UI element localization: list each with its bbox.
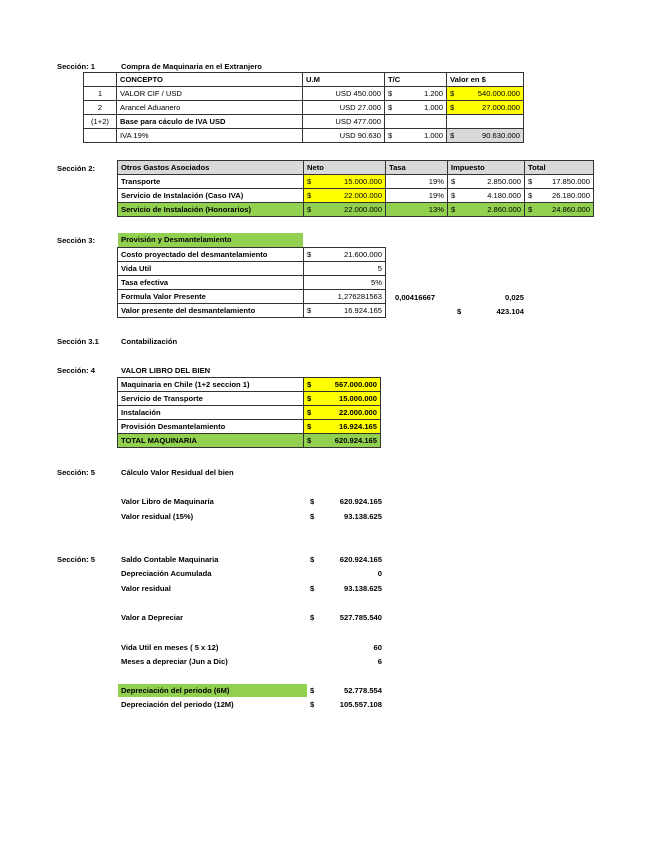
table-row: Servicio de Instalación (Caso IVA) $ 22.000.000 19% $ 4.180.000 $ 26.180.000	[118, 189, 594, 203]
s3-extra-amount: 423.104	[496, 307, 524, 316]
table-row: 2 Arancel Aduanero USD 27.000 $ 1.000 $ 27.000.000	[84, 101, 524, 115]
s2-header-total: Total	[525, 161, 594, 175]
meses-label: Meses a depreciar (Jun a Dic)	[121, 657, 228, 666]
s1-header-um: U.M	[303, 73, 385, 87]
s2-header-impuesto: Impuesto	[448, 161, 525, 175]
s5b-row-value: 0	[377, 569, 382, 578]
section-5b-label: Sección: 5	[57, 555, 95, 564]
s5b-row-cur: $	[310, 555, 315, 564]
s1-header-concepto: CONCEPTO	[117, 73, 303, 87]
s5a-row-cur: $	[310, 512, 315, 521]
s5a-row-label: Valor Libro de Maquinaría	[121, 497, 214, 506]
s3-extra-cur: $	[457, 307, 462, 316]
table-row: Servicio de Instalación (Honorarios) $ 22.000.000 13% $ 2.860.000 $ 24.860.000	[118, 203, 594, 217]
s3-extra-rate: 0,00416667	[395, 293, 436, 302]
table-row: Provisión Desmantelamiento $ 16.924.165	[118, 420, 381, 434]
table-row: Vida Util 5	[118, 262, 386, 276]
valor-a-depreciar-label: Valor a Depreciar	[121, 613, 184, 622]
table-row: Servicio de Transporte $ 15.000.000	[118, 392, 381, 406]
s5a-row-value: 620.924.165	[339, 497, 382, 506]
s2-header-neto: Neto	[304, 161, 386, 175]
depreciacion-12m-label: Depreciación del periodo (12M)	[121, 700, 234, 709]
section-4-title: VALOR LIBRO DEL BIEN	[121, 366, 211, 375]
vida-util-label: Vida Util en meses ( 5 x 12)	[121, 643, 219, 652]
s2-header-tasa: Tasa	[386, 161, 448, 175]
depreciacion-6m-value: 52.778.554	[343, 686, 382, 695]
s5b-row-value: 620.924.165	[339, 555, 382, 564]
table-row: (1+2) Base para cáculo de IVA USD USD 477.000	[84, 115, 524, 129]
table-row: Valor presente del desmantelamiento $ 16.924.165	[118, 304, 386, 318]
s3-extra-value: 0,025	[504, 293, 524, 302]
section-5a-label: Sección: 5	[57, 468, 95, 477]
section-5a-title: Cálculo Valor Residual del bien	[121, 468, 234, 477]
s5b-row-label: Depreciación Acumulada	[121, 569, 212, 578]
table-row: Maquinaria en Chile (1+2 seccion 1) $ 567.000.000	[118, 378, 381, 392]
s5a-row-label: Valor residual (15%)	[121, 512, 194, 521]
valor-a-depreciar-cur: $	[310, 613, 315, 622]
section-3-title: Provisión y Desmantelamiento	[118, 233, 303, 247]
section-3-1-label: Sección 3.1	[57, 337, 99, 346]
table-row: Formula Valor Presente 1,276281563	[118, 290, 386, 304]
section-1-label: Sección: 1	[57, 62, 95, 71]
depreciacion-6m-cur: $	[310, 686, 315, 695]
s5a-row-value: 93.138.625	[343, 512, 382, 521]
section-3-table	[117, 247, 386, 318]
table-row: Costo proyectado del desmantelamiento $ 21.600.000	[118, 248, 386, 262]
depreciacion-12m-value: 105.557.108	[339, 700, 382, 709]
s5a-row-cur: $	[310, 497, 315, 506]
s5b-row-label: Valor residual	[121, 584, 171, 593]
depreciacion-6m-label: Depreciación del periodo (6M)	[118, 684, 307, 697]
meses-value: 6	[377, 657, 382, 666]
s5b-row-label: Saldo Contable Maquinaria	[121, 555, 219, 564]
section-1-table	[83, 72, 524, 143]
s2-header-concepto: Otros Gastos Asociados	[118, 161, 304, 175]
s5b-row-cur: $	[310, 584, 315, 593]
s1-header-valor: Valor en $	[447, 73, 524, 87]
table-row: Tasa efectiva 5%	[118, 276, 386, 290]
section-4-table	[117, 377, 381, 448]
s1-header-tc: T/C	[385, 73, 447, 87]
table-row: Instalación $ 22.000.000	[118, 406, 381, 420]
s5b-row-value: 93.138.625	[343, 584, 382, 593]
depreciacion-12m-cur: $	[310, 700, 315, 709]
section-2-table	[117, 160, 594, 217]
table-row: Transporte $ 15.000.000 19% $ 2.850.000 $ 17.850.000	[118, 175, 594, 189]
section-2-label: Sección 2:	[57, 164, 95, 173]
section-1-title: Compra de Maquinaria en el Extranjero	[121, 62, 262, 71]
section-4-label: Sección: 4	[57, 366, 95, 375]
table-row-total: TOTAL MAQUINARIA $ 620.924.165	[118, 434, 381, 448]
valor-a-depreciar-value: 527.785.540	[339, 613, 382, 622]
vida-util-value: 60	[373, 643, 382, 652]
table-row: 1 VALOR CIF / USD USD 450.000 $ 1.200 $ 540.000.000	[84, 87, 524, 101]
section-3-1-title: Contabilización	[121, 337, 178, 346]
section-3-label: Sección 3:	[57, 236, 95, 245]
table-row: IVA 19% USD 90.630 $ 1.000 $ 90.630.000	[84, 129, 524, 143]
